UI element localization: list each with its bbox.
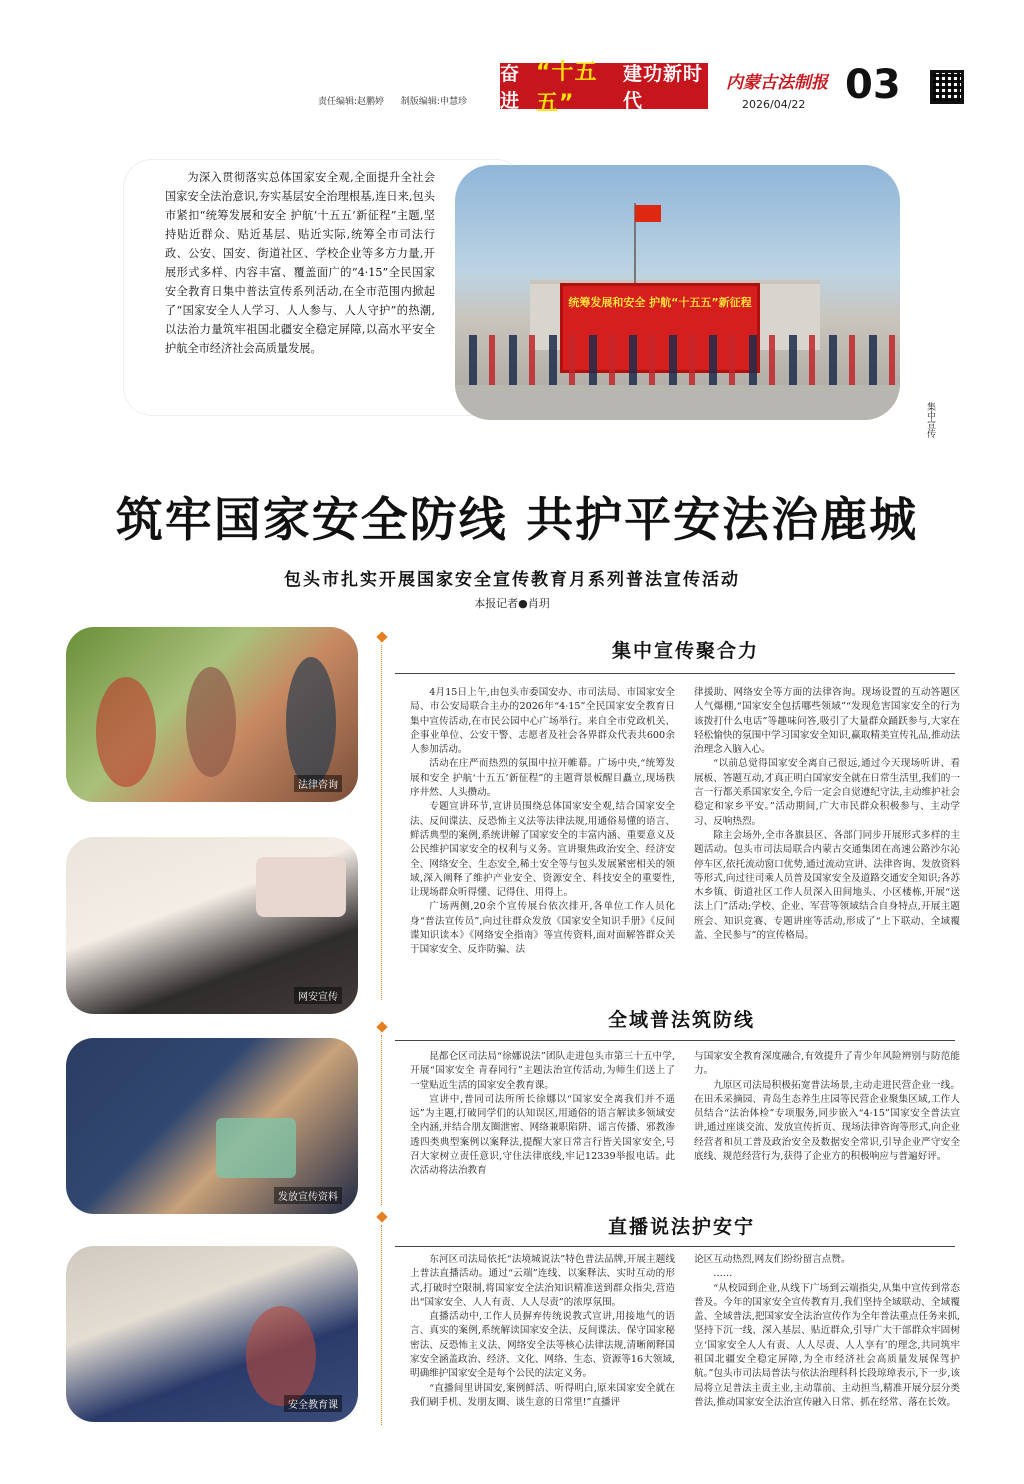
paragraph: 九原区司法局积极拓宽普法场景,主动走进民营企业一线。在田禾采摘园、青岛生态养生庄园等民营企业聚集区域,工作人员结合“法治体检”专项服务,同步嵌入“4·15”国家安全普法宣讲,通过座谈交流、发放宣传折页、现场法律咨询等形式,向企业经营者和员工普及政治安全及数据安全常识,引导企业严守安全底线、规范经营行为,获得了企业方的积极响应与普遍好评。	[694, 1079, 960, 1163]
photo-caption: 安全教育课	[284, 1395, 342, 1412]
slogan-banner	[500, 60, 708, 116]
intro-text: 为深入贯彻落实总体国家安全观,全面提升全社会国家安全法治意识,夯实基层安全治理根基,连日来,包头市紧扣“统筹发展和安全 护航‘十五五’新征程”主题,坚持贴近群众、贴近基层、贴近实际,统筹全市司法行政、公安、国安、街道社区、学校企业等多方力量,开展形式多样、内容丰富、覆盖面广的“4·15”全民国家安全教育日集中普法宣传系列活动,在全市范围内掀起了“国家安全人人学习、人人参与、人人守护”的热潮,以法治力量筑牢祖国北疆安全稳定屏障,以高水平安全护航全市经济社会高质量发展。	[165, 171, 435, 355]
section-marker-icon	[376, 1211, 387, 1222]
slogan-post: 建功新时代	[622, 63, 703, 112]
hero-banner-text: 统筹发展和安全 护航“十五五”新征程	[568, 296, 752, 309]
paragraph: “直播间里讲国安,案例鲜活、听得明白,原来国家安全就在我们刷手机、发朋友圈、谈生意的日常里!”直播评	[410, 1382, 675, 1408]
paragraph: 律援助、网络安全等方面的法律咨询。现场设置的互动答题区人气爆棚,“国家安全包括哪些领域”“发现危害国家安全的行为该拨打什么电话”等趣味问答,吸引了大量群众踊跃参与,大家在轻松愉快的氛围中学习国家安全知识,赢取精美宣传礼品,推动法治理念入脑入心。	[694, 687, 960, 756]
editor-name: 责任编辑:赵鹏婷	[318, 97, 385, 107]
section-rule	[395, 1246, 955, 1247]
photo-figure	[186, 667, 236, 777]
paragraph: ……	[713, 1268, 733, 1280]
section-rule	[395, 1040, 955, 1041]
hero-photo	[455, 165, 900, 420]
main-headline: 筑牢国家安全防线 共护平安法治鹿城	[115, 493, 919, 548]
section-divider	[381, 645, 382, 1000]
page-number: 03	[845, 62, 901, 108]
photo-caption: 法律咨询	[294, 775, 342, 792]
section-marker-icon	[376, 631, 387, 642]
section-title: 集中宣传聚合力	[612, 640, 760, 662]
hero-caption: 集中宣传	[925, 402, 935, 438]
section-marker-icon	[376, 1021, 387, 1032]
flag-icon	[635, 205, 661, 222]
paragraph: 4月15日上午,由包头市委国安办、市司法局、市国家安全局、市公安局联合主办的2026年“4·15”全民国家安全教育日集中宣传活动,在市民公园中心广场举行。来自全市党政机关、企事业单位、公安干警、志愿者及社会各界群众代表共600余人参加活动。	[410, 687, 675, 756]
hero-ground	[455, 385, 900, 420]
paragraph: 活动在庄严而热烈的氛围中拉开帷幕。广场中央,“统筹发展和安全 护航‘十五五’新征程”的主题背景板醒目矗立,现场秩序井然、人头攒动。	[410, 758, 675, 799]
photo-legal-consult	[66, 627, 358, 802]
section-rule	[395, 673, 955, 674]
photo-caption: 网安宣传	[294, 987, 342, 1004]
qr-code-icon	[930, 70, 964, 104]
photo-booklet	[216, 1118, 296, 1178]
paragraph: 东河区司法局依托“法境城说法”特色普法品牌,开展主题线上普法直播活动。通过“云端”连线、以案释法、实时互动的形式,打破时空限制,将国家安全法治知识精准送到群众指尖,营造出“国家安全、人人有责、人人尽责”的浓厚氛围。	[410, 1254, 675, 1308]
photo-figure	[286, 657, 336, 787]
photo-screen	[256, 857, 346, 917]
slogan-highlight: “十五五”	[536, 60, 598, 116]
section-divider	[381, 1035, 382, 1205]
paragraph: “以前总觉得国家安全离自己很远,通过今天现场听讲、看展板、答题互动,才真正明白国家安全就在日常生活里,我们的一言一行都关系国家安全,今后一定会自觉遵纪守法,主动维护社会稳定和家乡平安。”活动期间,广大市民群众积极参与、主动学习、反响热烈。	[694, 758, 960, 827]
section-1-right-column	[694, 686, 960, 943]
slogan-pre: 奋进	[500, 63, 521, 112]
sub-headline: 包头市扎实开展国家安全宣传教育月系列普法宣传活动	[284, 570, 740, 590]
photo-distribute-materials	[66, 1038, 358, 1214]
photo-figure	[246, 1306, 316, 1406]
paragraph: 广场两侧,20余个宣传展台依次排开,各单位工作人员化身“普法宣传员”,向过往群众发放《国家安全知识手册》《反间谍知识读本》《网络安全指南》等宣传资料,面对面解答群众关于国家安全、反诈防骗、法	[410, 901, 675, 956]
section-divider	[381, 1225, 382, 1425]
hero-crowd	[455, 335, 900, 390]
byline: 本报记者●肖玥	[474, 597, 550, 610]
paragraph: 专题宣讲环节,宣讲员围绕总体国家安全观,结合国家安全法、反间谍法、反恐怖主义法等法律法规,用通俗易懂的语言、鲜活典型的案例,系统讲解了国家安全的丰富内涵、重要意义及公民维护国家安全的权利与义务。宣讲聚焦政治安全、经济安全、网络安全、生态安全,稀土安全等与包头发展紧密相关的领域,深入阐释了维护产业安全、资源安全、科技安全的重要性,让现场群众听得懂、记得住、用得上。	[410, 801, 675, 899]
section-title: 全域普法筑防线	[608, 1009, 756, 1031]
editor-credits	[318, 94, 481, 107]
photo-figure	[96, 677, 156, 787]
section-2-right-column	[694, 1050, 960, 1164]
newspaper-masthead: 内蒙古法制报	[726, 73, 828, 93]
paragraph: 直播活动中,工作人员摒弃传统说教式宣讲,用接地气的语言、真实的案例,系统解读国家安全法、反间谍法、保守国家秘密法、反恐怖主义法、网络安全法等核心法律法规,清晰阐释国家安全涵盖政治、经济、文化、网络、生态、资源等16大领域,明确维护国家安全是每个公民的法定义务。	[410, 1311, 675, 1380]
paragraph: 除主会场外,全市各旗县区、各部门同步开展形式多样的主题活动。包头市司法局联合内蒙古交通集团在高速公路沙尔沁停车区,依托流动窗口优势,通过流动宣讲、法律咨询、发放资料等形式,向过往司乘人员普及国家安全及道路交通安全知识;各苏木乡镇、街道社区工作人员深入田间地头、小区楼栋,开展“送法上门”活动;学校、企业、军营等领域结合自身特点,开展主题班会、知识竞赛、专题讲座等活动,形成了“上下联动、全域覆盖、全民参与”的宣传格局。	[694, 829, 960, 942]
photo-safety-class	[66, 1246, 358, 1422]
paragraph: “从校园到企业,从线下广场到云端指尖,从集中宣传到常态普及。今年的国家安全宣传教育月,我们坚持全域联动、全域覆盖、全域普法,把国家安全法治宣传作为全年普法重点任务来抓,坚持下沉一线、深入基层、贴近群众,引导广大干部群众牢固树立‘国家安全人人有责、人人尽责、人人享有’的理念,共同筑牢祖国北疆安全稳定屏障,为全市经济社会高质量发展保驾护航。”包头市司法局普法与依法治理科科长段琼璋表示,下一步,该局将立足普法主责主业,主动靠前、主动担当,精准开展分层分类普法,推动国家安全法治宣传融入日常、抓在经常、落在长效。	[694, 1282, 960, 1408]
paragraph: 昆都仑区司法局“徐娜说法”团队走进包头市第三十五中学,开展“国家安全 青春同行”主题法治宣传活动,为师生们送上了一堂贴近生活的国家安全教育课。	[410, 1051, 675, 1091]
section-2-left-column	[410, 1050, 675, 1179]
issue-date: 2026/04/22	[742, 98, 806, 111]
section-1-left-column	[410, 686, 675, 958]
layout-editor-name: 制版编辑:申慧珍	[400, 97, 467, 107]
section-3-left-column	[410, 1253, 675, 1410]
paragraph: 论区互动热烈,网友们纷纷留言点赞。	[694, 1254, 851, 1265]
section-3-right-column	[694, 1253, 960, 1410]
photo-caption: 发放宣传资料	[274, 1187, 342, 1204]
section-title: 直播说法护安宁	[608, 1216, 756, 1238]
paragraph: 与国家安全教育深度融合,有效提升了青少年风险辨别与防范能力。	[694, 1051, 960, 1077]
photo-cyber-security	[66, 837, 358, 1014]
paragraph: 宣讲中,普同司法所所长徐娜以“国家安全离我们并不遥远”为主题,打破同学们的认知误区,用通俗的语言解读多领域安全内涵,并结合朋友圈泄密、网络兼职陷阱、谣言传播、邪教渗透四类典型案例以案释法,提醒大家日常言行皆关国家安全,号召大家树立责任意识,守住法律底线,牢记12339举报电话。此次活动将法治教育	[410, 1093, 675, 1177]
